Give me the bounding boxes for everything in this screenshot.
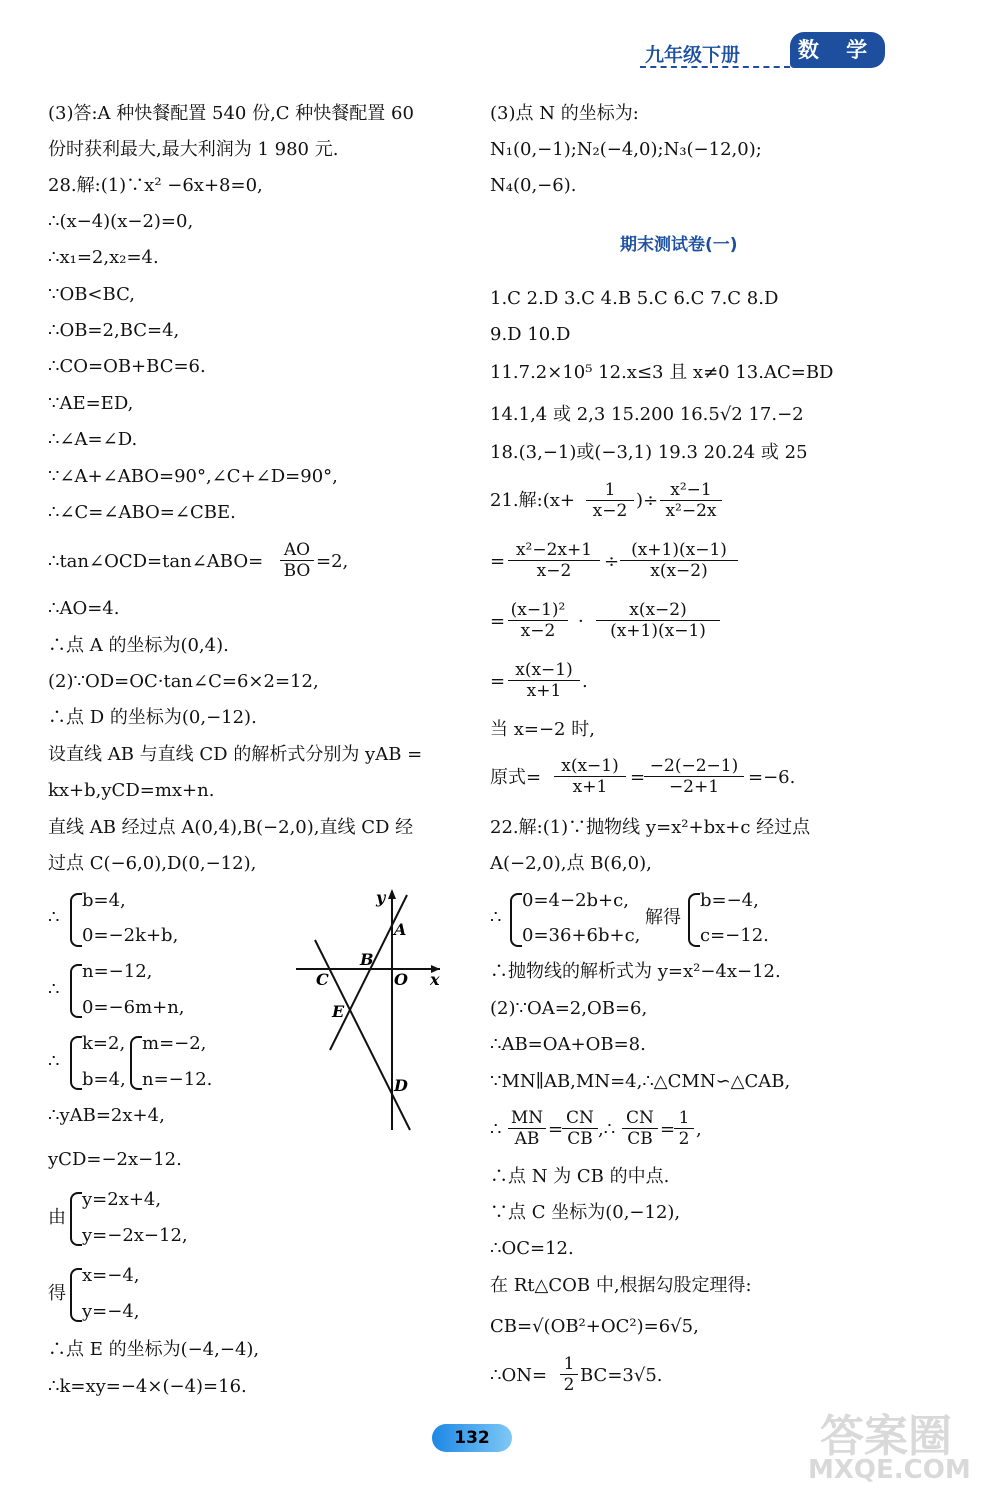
fraction bbox=[560, 1354, 578, 1395]
text-line: CB=√(OB²+OC²)=6√5, bbox=[490, 1316, 699, 1337]
therefore-sign: ∴ bbox=[490, 907, 502, 928]
watermark-logo: 答案圈 bbox=[820, 1411, 952, 1462]
text-line: = bbox=[630, 767, 646, 788]
fraction-denominator: 2 bbox=[563, 1375, 575, 1395]
text-line: ∵∠A+∠ABO=90°,∠C+∠D=90°, bbox=[48, 466, 338, 487]
text-line: 当 x=−2 时, bbox=[490, 719, 595, 740]
equation: 0=4−2b+c, bbox=[522, 890, 629, 911]
fraction-numerator: x²−1 bbox=[660, 480, 722, 501]
fraction-numerator: 1 bbox=[560, 1354, 578, 1375]
text-line: 由 bbox=[48, 1207, 66, 1228]
label-b: B bbox=[360, 950, 374, 969]
text-line: ∴x₁=2,x₂=4. bbox=[48, 247, 159, 268]
label-x: x bbox=[430, 970, 440, 989]
text-line: 解得 bbox=[645, 907, 681, 928]
fraction-denominator: BO bbox=[283, 561, 311, 581]
text-line: 28.解:(1)∵x² −6x+8=0, bbox=[48, 175, 263, 196]
fraction bbox=[620, 540, 738, 581]
equation: 0=−2k+b, bbox=[82, 925, 179, 946]
text-line: ∴ON= bbox=[490, 1365, 548, 1386]
text-line: N₁(0,−1);N₂(−4,0);N₃(−12,0); bbox=[490, 139, 762, 160]
text-line: N₄(0,−6). bbox=[490, 175, 577, 196]
fraction-denominator: x−2 bbox=[536, 561, 572, 581]
equation: y=−2x−12, bbox=[82, 1225, 188, 1246]
text-line: 得 bbox=[48, 1283, 66, 1304]
text-line: ∴k=xy=−4×(−4)=16. bbox=[48, 1376, 247, 1397]
label-c: C bbox=[316, 970, 329, 989]
text-line: ÷ bbox=[604, 551, 620, 572]
header-rule bbox=[640, 66, 790, 68]
system-brace bbox=[70, 1268, 82, 1322]
system-brace bbox=[510, 893, 522, 947]
text-line: ∴AB=OA+OB=8. bbox=[490, 1034, 646, 1055]
therefore-sign: ∴ bbox=[48, 979, 60, 1000]
fraction bbox=[644, 756, 744, 797]
fraction-numerator: (x+1)(x−1) bbox=[620, 540, 738, 561]
fraction-numerator: x(x−2) bbox=[596, 600, 720, 621]
text-line: ∴yAB=2x+4, bbox=[48, 1105, 165, 1126]
fraction bbox=[596, 600, 720, 641]
text-line: . bbox=[582, 671, 588, 692]
text-line: yCD=−2x−12. bbox=[48, 1149, 182, 1170]
fraction-numerator: 1 bbox=[586, 480, 634, 501]
system-brace bbox=[70, 893, 82, 947]
text-line: ∴tan∠OCD=tan∠ABO= bbox=[48, 551, 264, 572]
fraction-numerator: −2(−2−1) bbox=[644, 756, 744, 777]
text-line: 份时获利最大,最大利润为 1 980 元. bbox=[48, 139, 339, 160]
answer-line: 14.1,4 或 2,3 15.200 16.5√2 17.−2 bbox=[490, 404, 804, 425]
fraction bbox=[586, 480, 634, 521]
fraction-numerator: x(x−1) bbox=[554, 756, 626, 777]
text-line: ∴点 N 为 CB 的中点. bbox=[490, 1166, 670, 1187]
equation: x=−4, bbox=[82, 1265, 140, 1286]
text-line: A(−2,0),点 B(6,0), bbox=[490, 853, 652, 874]
fraction-denominator: x−2 bbox=[592, 501, 628, 521]
label-o: O bbox=[394, 970, 408, 989]
fraction-numerator: x²−2x+1 bbox=[508, 540, 600, 561]
text-line: BC=3√5. bbox=[580, 1365, 663, 1386]
text-line: ∵点 C 坐标为(0,−12), bbox=[490, 1202, 681, 1223]
text-line: = bbox=[660, 1119, 676, 1140]
text-line: (2)∵OD=OC·tan∠C=6×2=12, bbox=[48, 671, 319, 692]
label-e: E bbox=[332, 1002, 345, 1021]
equation: 0=−6m+n, bbox=[82, 997, 185, 1018]
text-line: 22.解:(1)∵抛物线 y=x²+bx+c 经过点 bbox=[490, 817, 811, 838]
fraction-numerator: 1 bbox=[674, 1108, 694, 1129]
equation: b=−4, bbox=[700, 890, 759, 911]
text-line: (3)答:A 种快餐配置 540 份,C 种快餐配置 60 bbox=[48, 103, 414, 124]
text-line: = bbox=[490, 671, 506, 692]
text-line: ∴点 E 的坐标为(−4,−4), bbox=[48, 1339, 260, 1360]
text-line: ∴(x−4)(x−2)=0, bbox=[48, 211, 194, 232]
fraction bbox=[508, 600, 568, 641]
answer-line: 11.7.2×10⁵ 12.x≤3 且 x≠0 13.AC=BD bbox=[490, 362, 834, 383]
fraction-denominator: AB bbox=[514, 1129, 540, 1149]
equation: m=−2, bbox=[142, 1033, 207, 1054]
section-title: 期末测试卷(一) bbox=[620, 235, 738, 255]
label-d: D bbox=[394, 1076, 408, 1095]
text-line: =2, bbox=[316, 551, 349, 572]
fraction-denominator: x+1 bbox=[526, 681, 562, 701]
answer-line: 9.D 10.D bbox=[490, 324, 571, 345]
fraction bbox=[674, 1108, 694, 1149]
therefore-sign: ∴ bbox=[48, 1051, 60, 1072]
fraction-ao-bo bbox=[280, 540, 314, 581]
fraction-denominator: x(x−2) bbox=[650, 561, 708, 581]
text-line: ∴OC=12. bbox=[490, 1238, 574, 1259]
page-number: 132 bbox=[432, 1424, 512, 1452]
text-line: = bbox=[490, 551, 506, 572]
fraction bbox=[508, 540, 600, 581]
equation: y=−4, bbox=[82, 1301, 140, 1322]
label-a: A bbox=[394, 920, 407, 939]
watermark-url: MXQE.COM bbox=[808, 1455, 971, 1485]
subject-tab: 数 学 bbox=[790, 32, 885, 68]
equation: c=−12. bbox=[700, 925, 769, 946]
text-line: ∴∠C=∠ABO=∠CBE. bbox=[48, 502, 236, 523]
fraction-numerator: AO bbox=[280, 540, 314, 561]
text-line: 原式= bbox=[490, 767, 542, 788]
fraction-numerator: x(x−1) bbox=[508, 660, 580, 681]
fraction bbox=[622, 1108, 658, 1149]
text-line: = bbox=[490, 611, 506, 632]
text-line: ∴点 A 的坐标为(0,4). bbox=[48, 635, 229, 656]
fraction-denominator: 2 bbox=[678, 1129, 690, 1149]
equation: b=4, bbox=[82, 890, 126, 911]
text-line: ∴点 D 的坐标为(0,−12). bbox=[48, 707, 257, 728]
fraction-denominator: x+1 bbox=[572, 777, 608, 797]
fraction-denominator: x²−2x bbox=[665, 501, 717, 521]
equation: k=2, bbox=[82, 1033, 126, 1054]
text-line: = bbox=[548, 1119, 564, 1140]
fraction-denominator: −2+1 bbox=[668, 777, 720, 797]
equation: 0=36+6b+c, bbox=[522, 925, 641, 946]
label-y: y bbox=[376, 888, 386, 907]
therefore-sign: ∴ bbox=[48, 907, 60, 928]
equation: n=−12. bbox=[142, 1069, 213, 1090]
system-brace bbox=[130, 1036, 142, 1090]
fraction-numerator: MN bbox=[508, 1108, 546, 1129]
text-line: ∴∠A=∠D. bbox=[48, 429, 138, 450]
fraction-numerator: CN bbox=[562, 1108, 598, 1129]
text-line: ∵MN∥AB,MN=4,∴△CMN∽△CAB, bbox=[490, 1071, 791, 1092]
system-brace bbox=[688, 893, 700, 947]
therefore-sign: ∴ bbox=[490, 1119, 502, 1140]
equation: n=−12, bbox=[82, 961, 153, 982]
fraction-denominator: x−2 bbox=[520, 621, 556, 641]
book-grade-label: 九年级下册 bbox=[645, 44, 741, 66]
text-line: 直线 AB 经过点 A(0,4),B(−2,0),直线 CD 经 bbox=[48, 817, 414, 838]
fraction-denominator: CB bbox=[567, 1129, 593, 1149]
fraction bbox=[508, 660, 580, 701]
text-line: 21.解:(x+ bbox=[490, 490, 575, 511]
fraction bbox=[660, 480, 722, 521]
text-line: ∴OB=2,BC=4, bbox=[48, 320, 180, 341]
text-line: ∴抛物线的解析式为 y=x²−4x−12. bbox=[490, 961, 781, 982]
text-line: 在 Rt△COB 中,根据勾股定理得: bbox=[490, 1275, 752, 1296]
fraction bbox=[508, 1108, 546, 1149]
text-line: ∴CO=OB+BC=6. bbox=[48, 356, 206, 377]
system-brace bbox=[70, 964, 82, 1018]
text-line: (2)∵OA=2,OB=6, bbox=[490, 998, 648, 1019]
text-line: , bbox=[696, 1119, 702, 1140]
system-brace bbox=[70, 1192, 82, 1246]
fraction-numerator: (x−1)² bbox=[508, 600, 568, 621]
text-line: =−6. bbox=[748, 767, 796, 788]
text-line: kx+b,yCD=mx+n. bbox=[48, 780, 215, 801]
text-line: ∵AE=ED, bbox=[48, 393, 134, 414]
text-line: · bbox=[578, 611, 584, 632]
text-line: ∴AO=4. bbox=[48, 598, 120, 619]
y-axis-arrow bbox=[388, 889, 396, 899]
answer-line: 18.(3,−1)或(−3,1) 19.3 20.24 或 25 bbox=[490, 442, 808, 463]
fraction-denominator: (x+1)(x−1) bbox=[610, 621, 706, 641]
fraction bbox=[562, 1108, 598, 1149]
fraction bbox=[554, 756, 626, 797]
text-line: 过点 C(−6,0),D(0,−12), bbox=[48, 853, 257, 874]
text-line: (3)点 N 的坐标为: bbox=[490, 103, 639, 124]
equation: y=2x+4, bbox=[82, 1189, 162, 1210]
text-line: )÷ bbox=[636, 490, 659, 511]
equation: b=4, bbox=[82, 1069, 126, 1090]
coordinate-figure bbox=[290, 885, 450, 1135]
answer-line: 1.C 2.D 3.C 4.B 5.C 6.C 7.C 8.D bbox=[490, 288, 779, 309]
text-line: ,∴ bbox=[598, 1119, 616, 1140]
text-line: ∵OB<BC, bbox=[48, 284, 135, 305]
fraction-numerator: CN bbox=[622, 1108, 658, 1129]
fraction-denominator: CB bbox=[627, 1129, 653, 1149]
system-brace bbox=[70, 1036, 82, 1090]
text-line: 设直线 AB 与直线 CD 的解析式分别为 yAB = bbox=[48, 744, 423, 765]
